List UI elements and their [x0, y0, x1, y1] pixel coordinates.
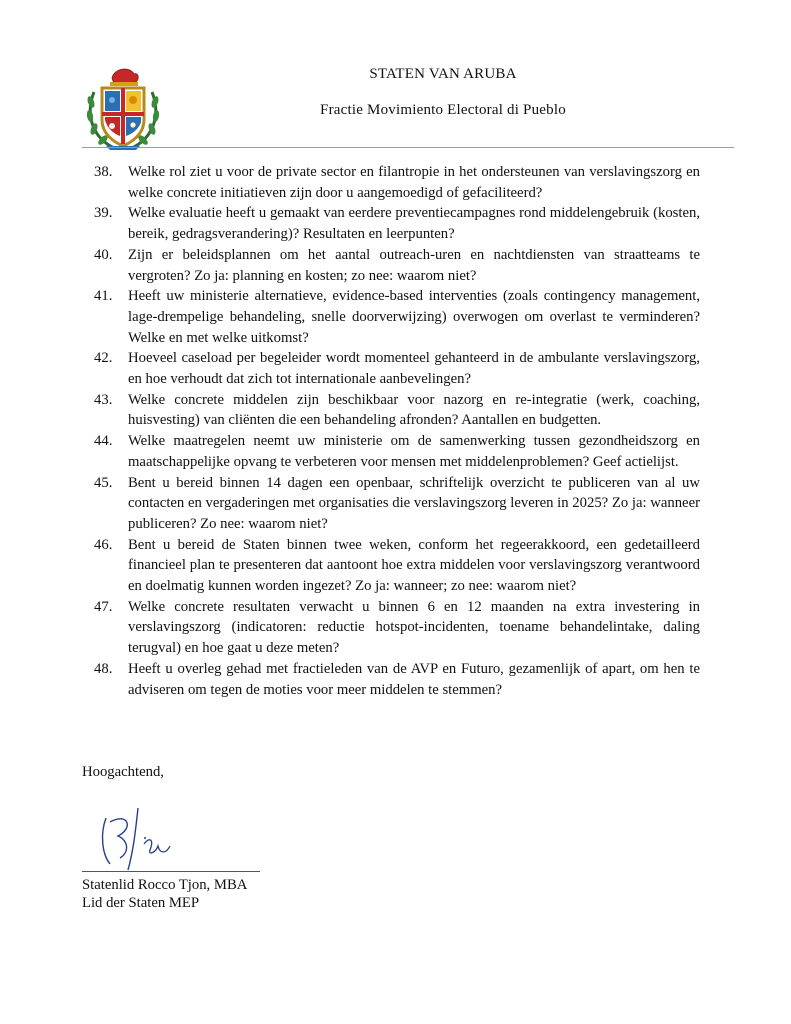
- question-item: [82, 286, 700, 348]
- signatory-role: Lid der Staten MEP: [82, 895, 200, 911]
- closing-salutation: Hoogachtend,: [82, 764, 164, 780]
- question-number: 48.: [94, 660, 113, 677]
- question-text: Welke maatregelen neemt uw ministerie om de samenwerking tussen gezondheidszorg en maatschappelijke opvang te verbeteren voor mensen met middelenproblemen? Geef actielijst.: [128, 433, 700, 470]
- question-text: Bent u bereid binnen 14 dagen een openbaar, schriftelijk overzicht te publiceren van al uw contacten en vergaderingen met organisaties die verslavingszorg leveren in 2025? Zo ja: wanneer publiceren? Zo nee: waarom niet?: [128, 474, 700, 532]
- question-text: Welke rol ziet u voor de private sector en filantropie in het ondersteunen van verslavingszorg en welke concrete initiatieven zijn door u aangemoedigd of gefaciliteerd?: [128, 164, 700, 201]
- question-list: [82, 162, 700, 700]
- question-number: 38.: [94, 164, 113, 180]
- question-item: [82, 473, 700, 535]
- question-number: 39.: [94, 205, 113, 222]
- question-text: Welke evaluatie heeft u gemaakt van eerdere preventiecampagnes rond middelengebruik (kosten, bereik, gedragsverandering)? Resultaten en leerpunten?: [128, 205, 700, 243]
- question-number: 44.: [94, 433, 113, 450]
- question-item: [82, 659, 700, 700]
- question-text: Bent u bereid de Staten binnen twee weken, conform het regeerakkoord, een gedetailleerd financieel plan te presenteren dat aantoont hoe extra middelen voor verslavingszorg verantwoord en doelmatig kunnen worden ingezet? Zo ja: wanneer; zo nee: waarom niet?: [128, 536, 700, 595]
- question-text: Welke concrete resultaten verwacht u binnen 6 en 12 maanden na extra investering in verslavingszorg (indicatoren: reductie hotspot-incidenten, toename behandelintake, daling terugval) en hoe gaat u deze meten?: [128, 598, 700, 657]
- question-item: [82, 348, 700, 389]
- question-item: [82, 431, 700, 472]
- question-text: Hoeveel caseload per begeleider wordt momenteel gehanteerd in de ambulante verslavingszorg, en hoe verhoudt dat zich tot internationale aanbevelingen?: [128, 350, 700, 388]
- question-item: [82, 245, 700, 286]
- question-item: [82, 535, 700, 597]
- question-number: 45.: [94, 474, 113, 491]
- question-text: Welke concrete middelen zijn beschikbaar voor nazorg en re-integratie (werk, coaching, huisvesting) van cliënten die een behandeling afronden? Aantallen en budgetten.: [128, 391, 700, 429]
- question-item: [82, 162, 700, 203]
- signatory-name: Statenlid Rocco Tjon, MBA: [82, 877, 248, 893]
- question-number: 43.: [94, 391, 113, 408]
- question-item: [82, 597, 700, 659]
- signature-line: [82, 871, 260, 872]
- question-text: Heeft u overleg gehad met fractieleden van de AVP en Futuro, gezamenlijk of apart, om hen te adviseren om tegen de moties voor meer middelen te stemmen?: [128, 660, 700, 698]
- question-item: [82, 203, 700, 244]
- letterhead: [0, 66, 791, 119]
- question-number: 47.: [94, 598, 113, 615]
- letterhead-title: STATEN VAN ARUBA: [369, 66, 517, 82]
- question-item: [82, 390, 700, 431]
- handwritten-signature: [98, 800, 188, 872]
- question-number: 46.: [94, 536, 113, 553]
- question-number: 40.: [94, 246, 113, 263]
- question-number: 41.: [94, 288, 113, 305]
- question-text: Heeft uw ministerie alternatieve, evidence-based interventies (zoals contingency management, lage-drempelige behandeling, snelle doorverwijzing) overwogen om overlast te verminderen? Welke en met welke uitkomst?: [128, 288, 700, 346]
- header-divider: [82, 147, 734, 148]
- question-text: Zijn er beleidsplannen om het aantal outreach-uren en nachtdiensten van straatteams te vergroten? Zo ja: planning en kosten; zo nee: waarom niet?: [128, 246, 700, 284]
- question-number: 42.: [94, 350, 113, 367]
- letterhead-subtitle: Fractie Movimiento Electoral di Pueblo: [320, 102, 566, 118]
